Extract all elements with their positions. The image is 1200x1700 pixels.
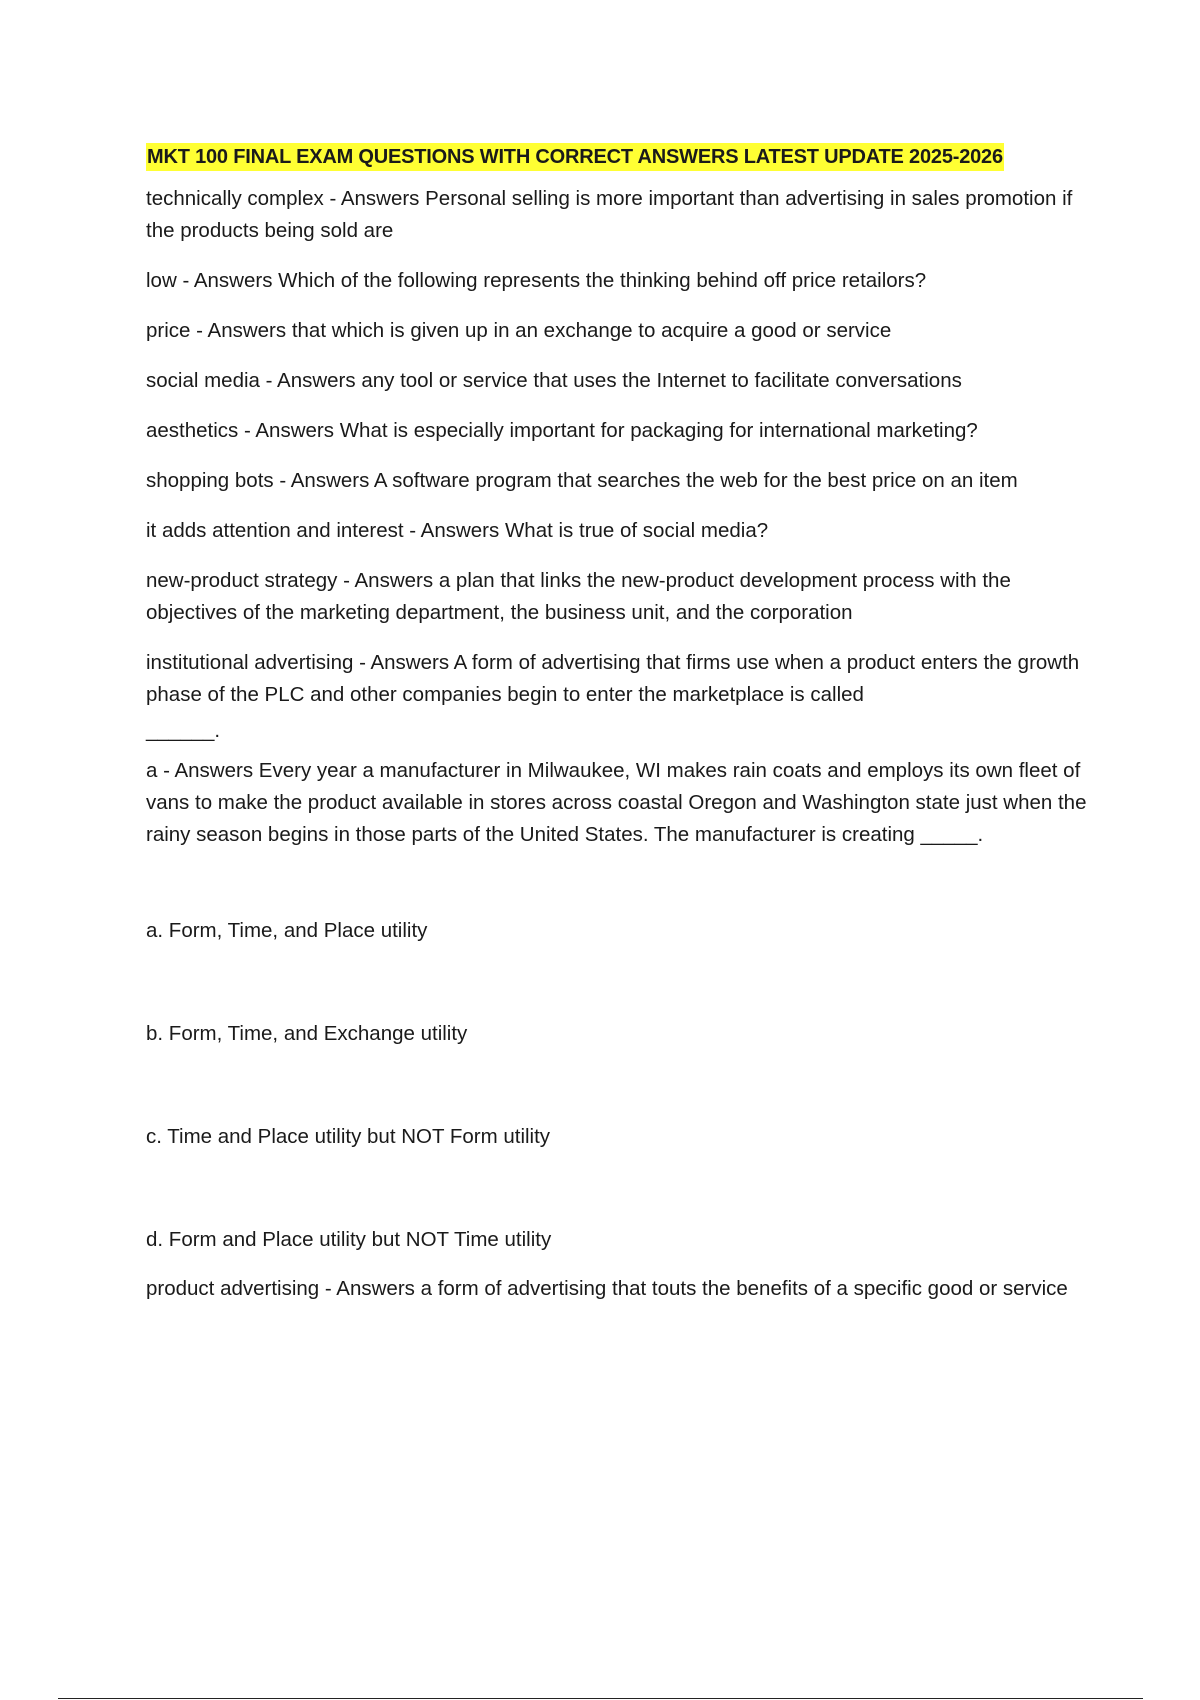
option-a: a. Form, Time, and Place utility: [146, 919, 428, 942]
option-b: b. Form, Time, and Exchange utility: [146, 1022, 468, 1045]
qa-item-2: low - Answers Which of the following represents the thinking behind off price retailors?: [146, 269, 927, 292]
qa-item-1: technically complex - Answers Personal selling is more important than advertising in sales promotion if the products being sold are: [146, 187, 1073, 242]
footer-divider: [58, 1698, 1143, 1699]
qa-item-3: price - Answers that which is given up in an exchange to acquire a good or service: [146, 319, 892, 342]
option-d: d. Form and Place utility but NOT Time utility: [146, 1228, 552, 1251]
qa-item-11: product advertising - Answers a form of advertising that touts the benefits of a specific good or service: [146, 1277, 1068, 1300]
qa-item-8: new-product strategy - Answers a plan that links the new-product development process with the objectives of the marketing department, the business unit, and the corporation: [146, 569, 1011, 624]
answer-blank: ______.: [146, 719, 221, 742]
document-content: [146, 143, 1096, 1323]
qa-item-5: aesthetics - Answers What is especially important for packaging for international marketing?: [146, 419, 978, 442]
qa-item-9: institutional advertising - Answers A form of advertising that firms use when a product enters the growth phase of the PLC and other companies begin to enter the marketplace is called: [146, 651, 1080, 706]
qa-item-7: it adds attention and interest - Answers What is true of social media?: [146, 519, 769, 542]
qa-item-10: a - Answers Every year a manufacturer in Milwaukee, WI makes rain coats and employs its own fleet of vans to make the product available in stores across coastal Oregon and Washington state just when the rainy season begins in those parts of the United States. The manufacturer is creating _____.: [146, 759, 1087, 846]
option-c: c. Time and Place utility but NOT Form utility: [146, 1125, 551, 1148]
qa-item-6: shopping bots - Answers A software program that searches the web for the best price on an item: [146, 469, 1018, 492]
qa-item-4: social media - Answers any tool or service that uses the Internet to facilitate conversations: [146, 369, 962, 392]
document-title: MKT 100 FINAL EXAM QUESTIONS WITH CORRECT ANSWERS LATEST UPDATE 2025-2026: [146, 143, 1004, 171]
